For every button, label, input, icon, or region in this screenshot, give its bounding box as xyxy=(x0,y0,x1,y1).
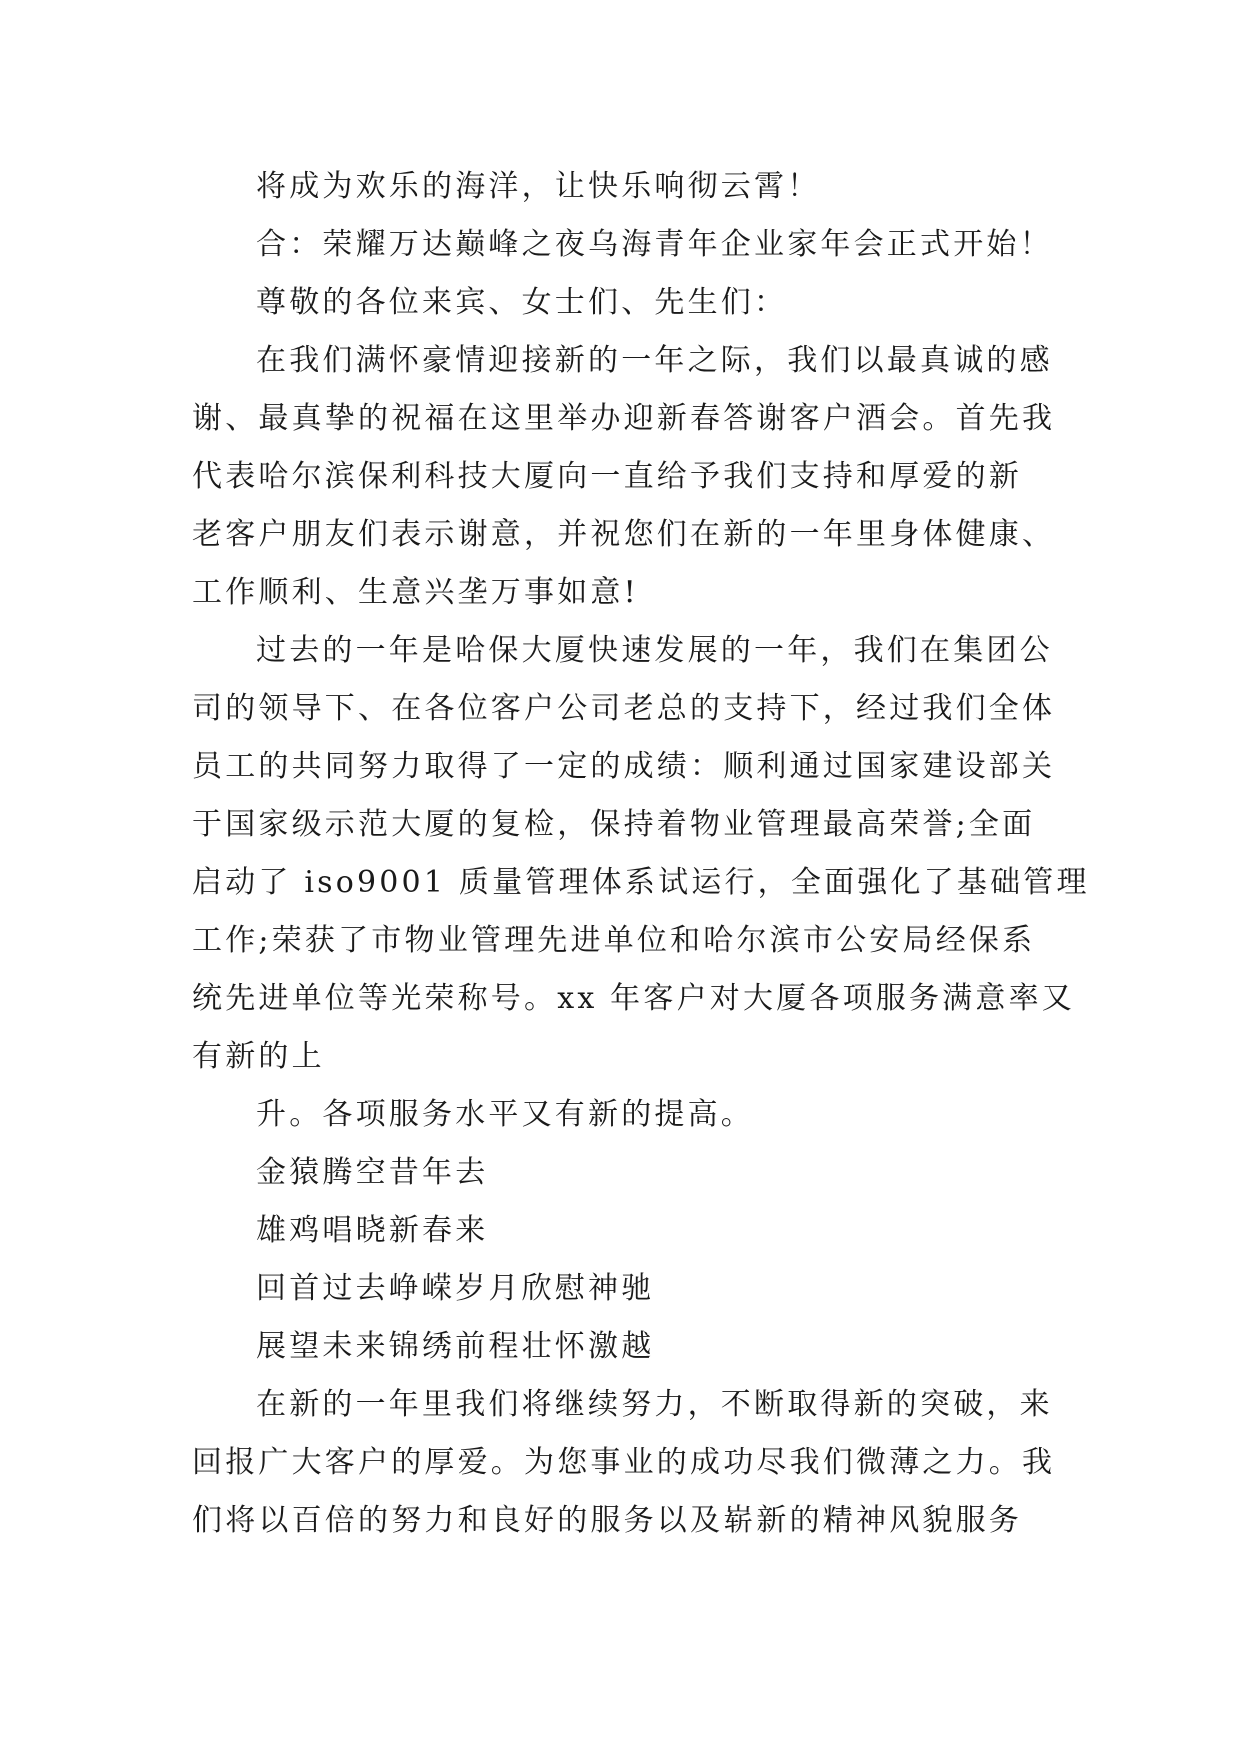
text-line: 在新的一年里我们将继续努力，不断取得新的突破，来 xyxy=(256,1387,1053,1422)
text-line: 工作顺利、生意兴垄万事如意! xyxy=(192,575,639,610)
text-line: 老客户朋友们表示谢意，并祝您们在新的一年里身体健康、 xyxy=(192,517,1056,552)
document-body xyxy=(192,158,1090,1550)
text-line: 启动了 iso9001 质量管理体系试运行，全面强化了基础管理 xyxy=(192,865,1090,900)
text-line: 合：荣耀万达巅峰之夜乌海青年企业家年会正式开始！ xyxy=(256,227,1053,262)
text-line: 展望未来锦绣前程壮怀激越 xyxy=(256,1329,655,1364)
text-line: 代表哈尔滨保利科技大厦向一直给予我们支持和厚爱的新 xyxy=(192,459,1022,494)
text-line: 们将以百倍的努力和良好的服务以及崭新的精神风貌服务 xyxy=(192,1503,1022,1538)
text-line: 金猿腾空昔年去 xyxy=(256,1155,489,1190)
text-line: 尊敬的各位来宾、女士们、先生们： xyxy=(256,285,788,320)
text-line: 过去的一年是哈保大厦快速发展的一年，我们在集团公 xyxy=(256,633,1053,668)
text-line: 工作;荣获了市物业管理先进单位和哈尔滨市公安局经保系 xyxy=(192,923,1036,958)
text-line: 员工的共同努力取得了一定的成绩：顺利通过国家建设部关 xyxy=(192,749,1056,784)
text-line: 在我们满怀豪情迎接新的一年之际，我们以最真诚的感 xyxy=(256,343,1053,378)
text-line: 司的领导下、在各位客户公司老总的支持下，经过我们全体 xyxy=(192,691,1056,726)
text-line: 统先进单位等光荣称号。xx 年客户对大厦各项服务满意率又 xyxy=(192,981,1075,1016)
text-line: 谢、最真挚的祝福在这里举办迎新春答谢客户酒会。首先我 xyxy=(192,401,1056,436)
text-line: 回报广大客户的厚爱。为您事业的成功尽我们微薄之力。我 xyxy=(192,1445,1056,1480)
text-line: 升。各项服务水平又有新的提高。 xyxy=(256,1097,754,1132)
text-line: 于国家级示范大厦的复检，保持着物业管理最高荣誉;全面 xyxy=(192,807,1036,842)
text-line: 雄鸡唱晓新春来 xyxy=(256,1213,489,1248)
text-line: 有新的上 xyxy=(192,1039,325,1074)
text-line: 回首过去峥嵘岁月欣慰神驰 xyxy=(256,1271,655,1306)
text-line: 将成为欢乐的海洋，让快乐响彻云霄！ xyxy=(256,169,821,204)
